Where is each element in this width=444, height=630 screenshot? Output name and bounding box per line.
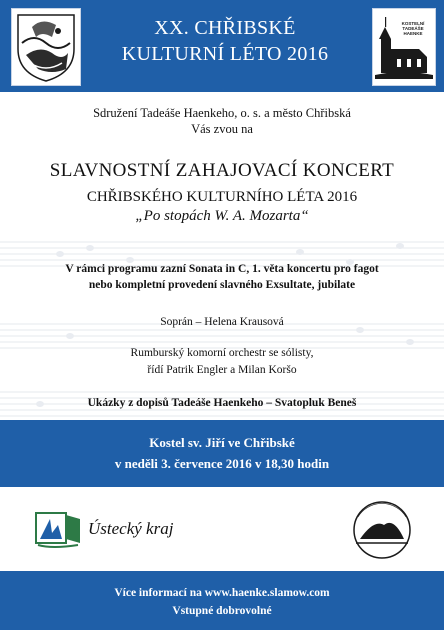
venue-place: Kostel sv. Jiří ve Chřibské bbox=[149, 435, 295, 450]
event-subtitle: CHŘIBSKÉHO KULTURNÍHO LÉTA 2016 bbox=[86, 189, 358, 205]
event-title: SLAVNOSTNÍ ZAHAJOVACÍ KONCERT bbox=[49, 160, 395, 181]
church-logo-text: KOSTELNÍ TADEÁŠE HAENKE bbox=[401, 21, 425, 36]
region-flag-icon bbox=[30, 505, 86, 551]
event-motto: „Po stopách W. A. Mozarta“ bbox=[135, 208, 309, 224]
ustecky-kraj-logo bbox=[30, 505, 200, 551]
town-crest-logo bbox=[11, 8, 81, 86]
mountain-circle-icon bbox=[340, 497, 424, 563]
program-line2: nebo kompletní provedení slavného Exsultate, jubilate bbox=[88, 279, 356, 291]
church-logo bbox=[372, 8, 436, 86]
poster-header bbox=[0, 0, 444, 92]
organizers-text: Sdružení Tadeáše Haenkeho, o. s. a město Chřibská bbox=[93, 106, 351, 120]
invite-text: Vás zvou na bbox=[191, 122, 253, 136]
soprano-credit: Soprán – Helena Krausová bbox=[160, 316, 284, 328]
letters-credit: Ukázky z dopisů Tadeáše Haenkeho – Svatopluk Beneš bbox=[87, 397, 357, 409]
venue-datetime: v neděli 3. července 2016 v 18,30 hodin bbox=[114, 456, 330, 471]
orchestra-credit-line2: řídí Patrik Engler a Milan Koršo bbox=[147, 364, 297, 376]
admission-text: Vstupné dobrovolné bbox=[172, 605, 272, 617]
festival-title-line1: XX. CHŘIBSKÉ bbox=[154, 17, 296, 39]
region-name: Ústecký kraj bbox=[88, 519, 174, 538]
orchestra-credit-line1: Rumburský komorní orchestr se sólisty, bbox=[130, 347, 314, 359]
sponsors-panel bbox=[0, 487, 444, 571]
crest-icon bbox=[12, 9, 80, 85]
program-line1: V rámci programu zazní Sonata in C, 1. věta koncertu pro fagot bbox=[65, 263, 379, 275]
invitation-content bbox=[0, 92, 444, 420]
poster-footer bbox=[0, 571, 444, 630]
festival-title-line2: KULTURNÍ LÉTO 2016 bbox=[121, 43, 329, 65]
venue-band bbox=[0, 420, 444, 487]
more-info-text: Více informací na www.haenke.slamow.com bbox=[114, 587, 330, 599]
osp-logo bbox=[340, 497, 424, 563]
